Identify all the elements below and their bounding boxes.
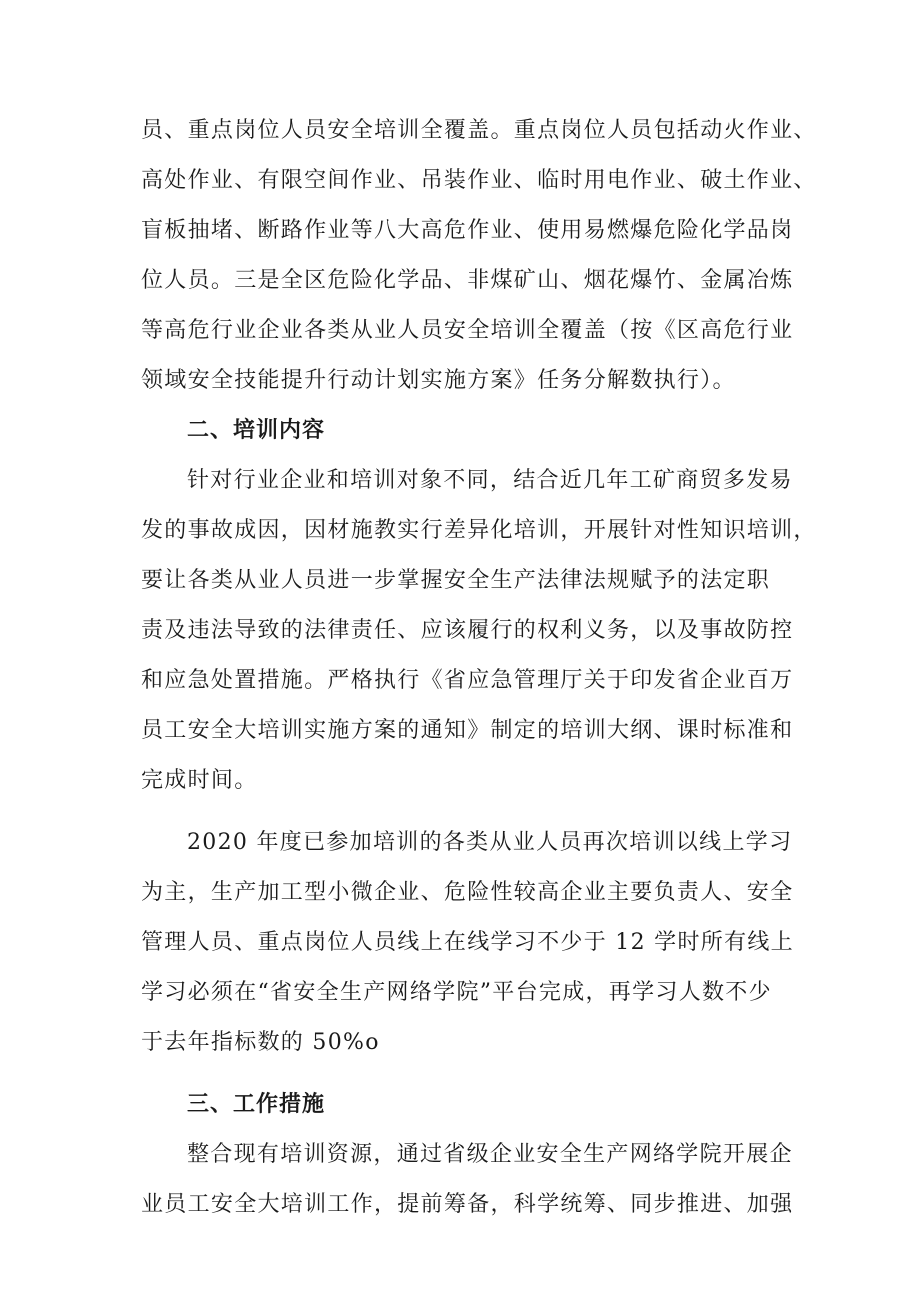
text-line: 业员工安全大培训工作，提前筹备，科学统筹、同步推进、加强	[141, 1192, 794, 1217]
text-line: 整合现有培训资源，通过省级企业安全生产网络学院开展企	[187, 1142, 793, 1167]
text-line: 2020 年度已参加培训的各类从业人员再次培训以线上学习	[187, 830, 793, 855]
text-line: 责及违法导致的法律责任、应该履行的权利义务，以及事故防控	[141, 618, 794, 643]
text-line: 完成时间。	[141, 768, 258, 793]
document-body	[141, 106, 821, 1230]
text-line: 于去年指标数的 50%o	[141, 1030, 380, 1055]
text-line: 发的事故成因，因材施教实行差异化培训，开展针对性知识培训，	[141, 518, 817, 543]
text-line: 员工安全大培训实施方案的通知》制定的培训大纲、课时标准和	[141, 718, 794, 743]
text-line: 位人员。三是全区危险化学品、非煤矿山、烟花爆竹、金属冶炼	[141, 268, 794, 293]
paragraph-3	[141, 818, 821, 1068]
text-line: 员、重点岗位人员安全培训全覆盖。重点岗位人员包括动火作业、	[141, 118, 817, 143]
paragraph-1	[141, 106, 821, 406]
text-line: 和应急处置措施。严格执行《省应急管理厅关于印发省企业百万	[141, 668, 794, 693]
text-line: 针对行业企业和培训对象不同，结合近几年工矿商贸多发易	[187, 468, 793, 493]
text-line: 管理人员、重点岗位人员线上在线学习不少于 12 学时所有线上	[141, 930, 794, 955]
paragraph-gap	[141, 1068, 821, 1080]
text-line: 要让各类从业人员进一步掌握安全生产法律法规赋予的法定职	[141, 568, 771, 593]
text-line: 领域安全技能提升行动计划实施方案》任务分解数执行）。	[141, 368, 736, 393]
section-heading-training-content: 二、培训内容	[187, 418, 326, 443]
paragraph-gap	[141, 806, 821, 818]
text-line: 为主，生产加工型小微企业、危险性较高企业主要负责人、安全	[141, 880, 794, 905]
text-line: 学习必须在“省安全生产网络学院”平台完成，再学习人数不少	[141, 980, 772, 1005]
paragraph-4	[141, 1130, 821, 1230]
text-line: 高处作业、有限空间作业、吊装作业、临时用电作业、破土作业、	[141, 168, 817, 193]
text-line: 盲板抽堵、断路作业等八大高危作业、使用易燃爆危险化学品岗	[141, 218, 794, 243]
paragraph-2	[141, 456, 821, 806]
text-line: 等高危行业企业各类从业人员安全培训全覆盖（按《区高危行业	[141, 318, 794, 343]
section-heading-work-measures: 三、工作措施	[187, 1092, 326, 1117]
